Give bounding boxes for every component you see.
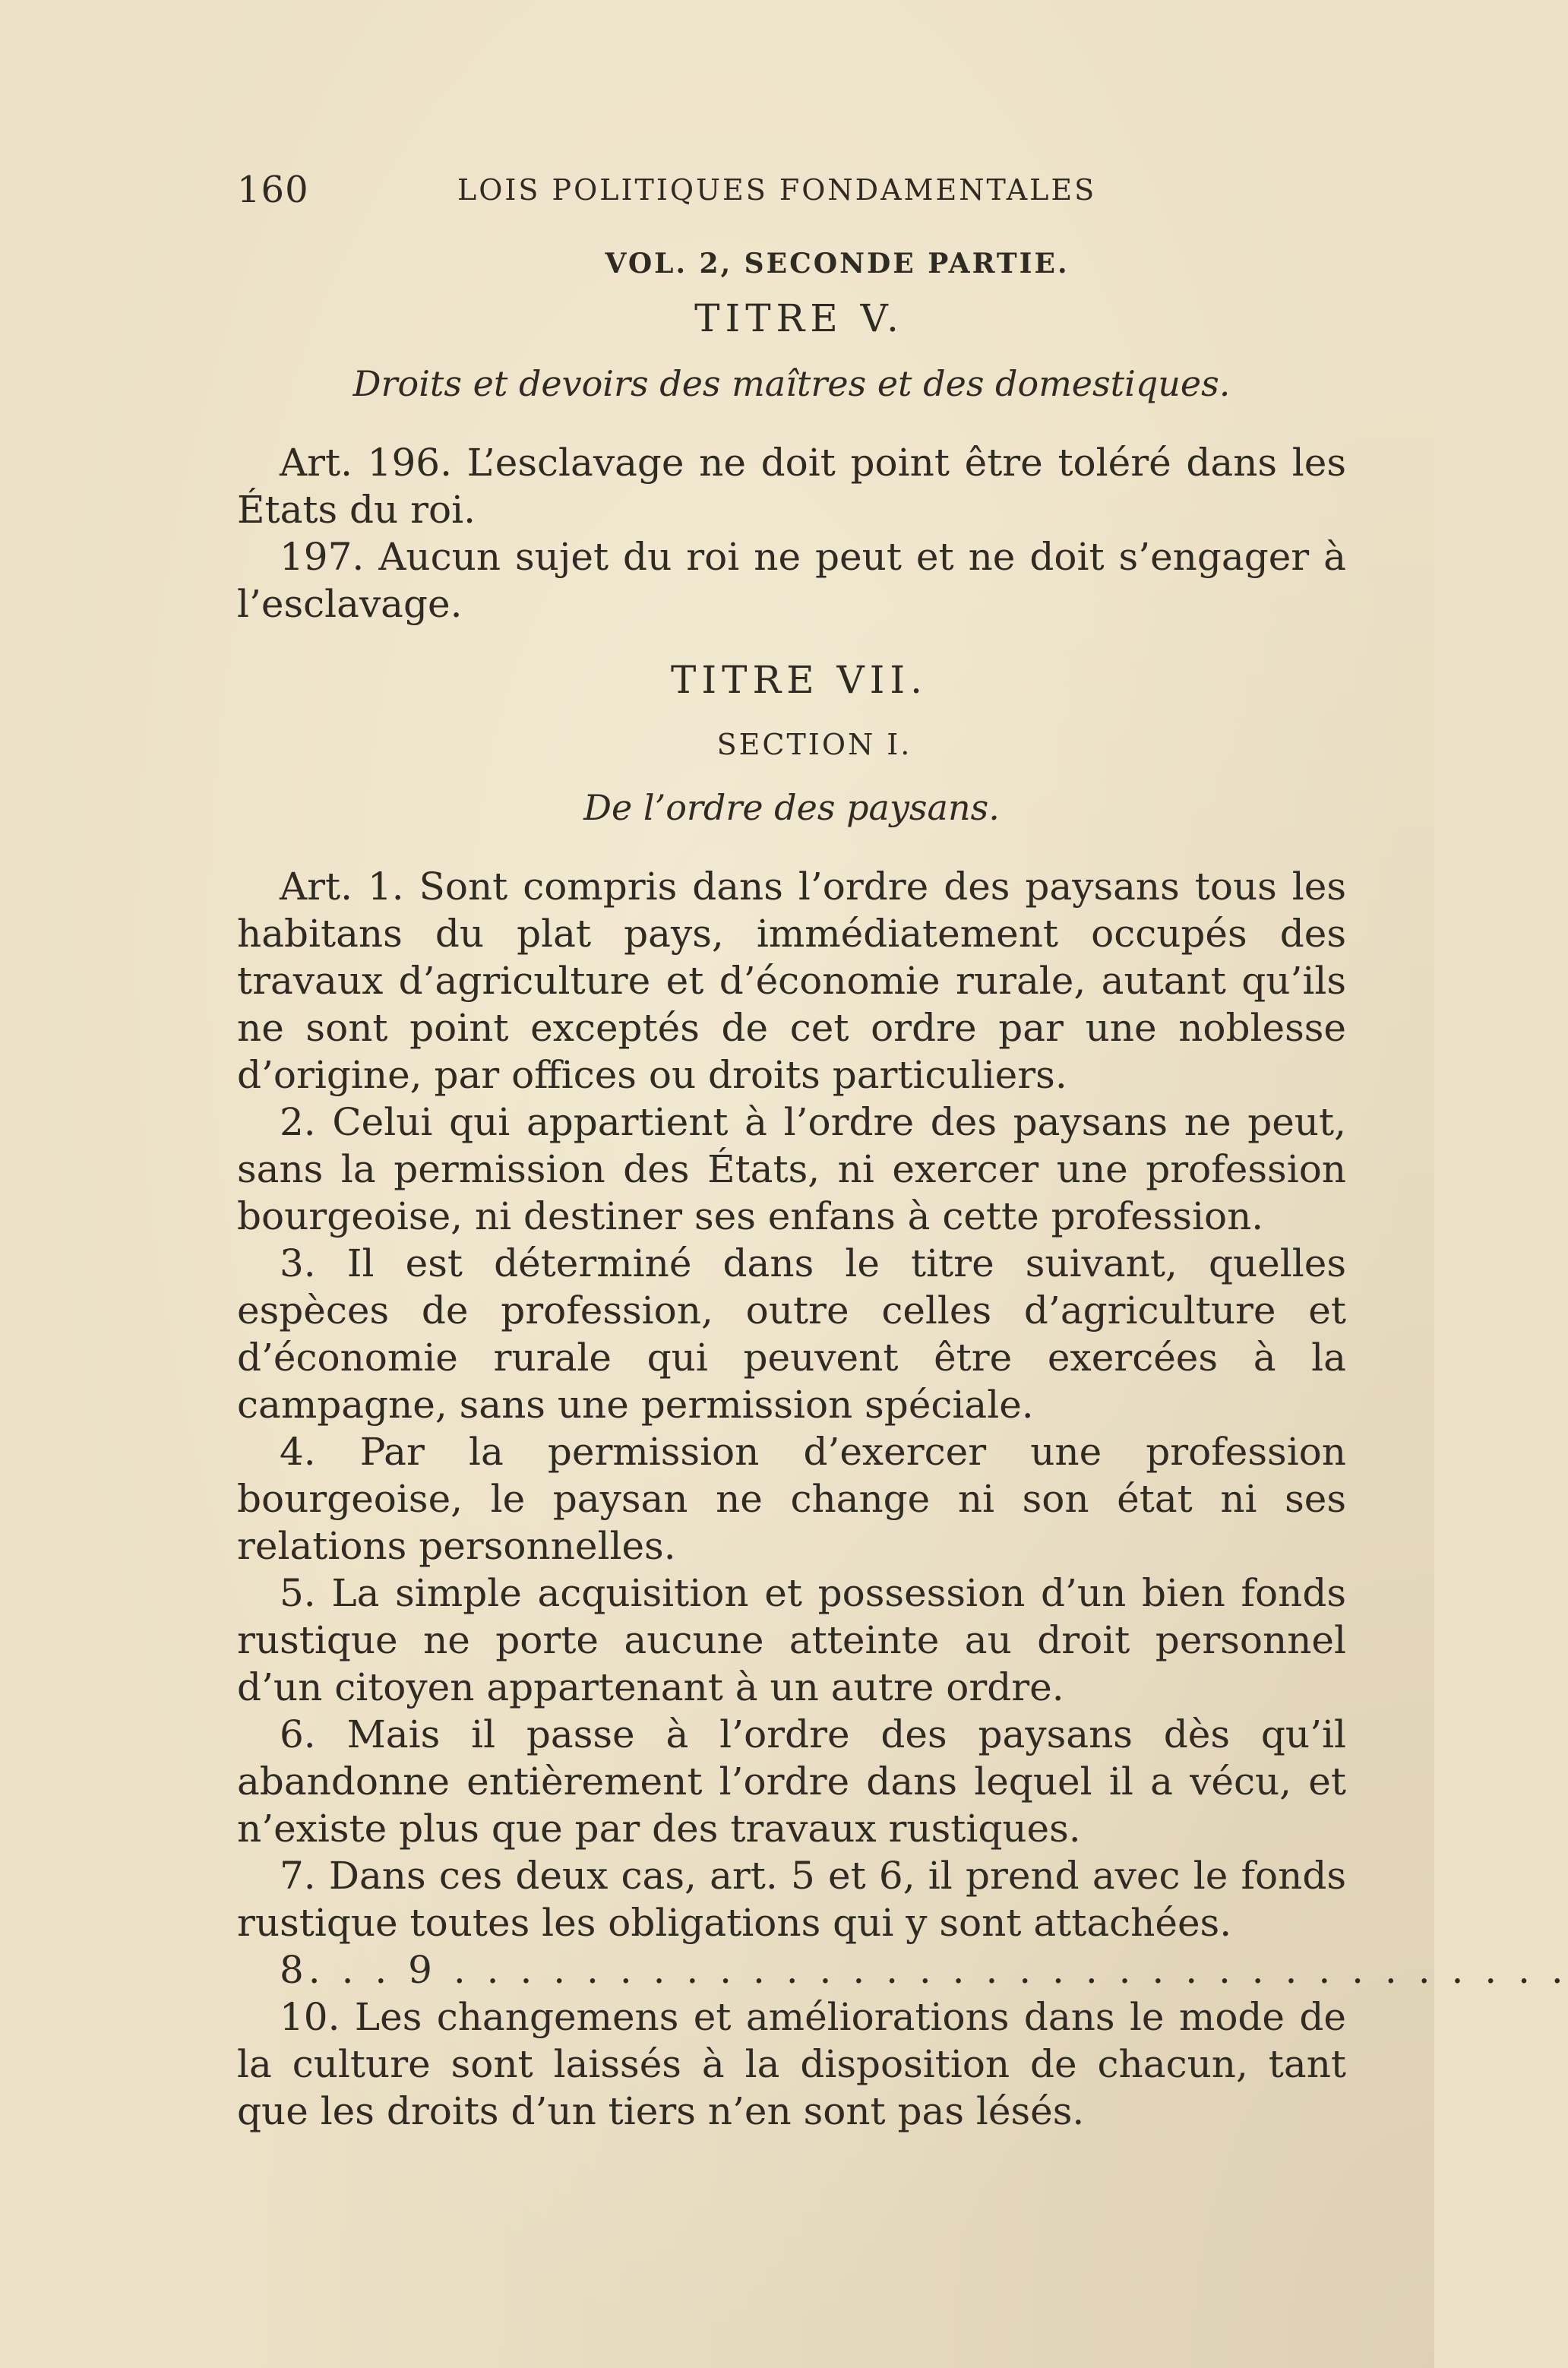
running-head: [237, 169, 1346, 214]
elided-articles-line: 8. . . 9 . . . . . . . . . . . . . . . . . . . . . . . . . . . . . . . . . .: [280, 1948, 1568, 1992]
page-number: 160: [237, 169, 309, 211]
article-7: 7. Dans ces deux cas, art. 5 et 6, il prend avec le fonds rustique toutes les obligations qui y sont attachées.: [237, 1854, 1346, 1945]
section-heading: SECTION I.: [716, 728, 912, 761]
article-6: 6. Mais il passe à l’ordre des paysans dès qu’il abandonne entièrement l’ordre dans lequel il a vécu, et n’existe plus que par des travaux rustiques.: [237, 1712, 1346, 1851]
article-2: 2. Celui qui appartient à l’ordre des paysans ne peut, sans la permission des États, ni exercer une profession bourgeoise, ni destiner ses enfans à cette profession.: [237, 1100, 1346, 1238]
title-vii-heading: TITRE VII.: [671, 658, 928, 702]
article-5: 5. La simple acquisition et possession d’un bien fonds rustique ne porte aucune atteinte au droit personnel d’un citoyen appartenant à un autre ordre.: [237, 1571, 1346, 1709]
volume-line: VOL. 2, SECONDE PARTIE.: [605, 248, 1070, 280]
title-vii-subtitle: De l’ordre des paysans.: [583, 787, 1000, 828]
article-4: 4. Par la permission d’exercer une profession bourgeoise, le paysan ne change ni son état ni ses relations personnelles.: [237, 1430, 1346, 1568]
title-v-subtitle: Droits et devoirs des maîtres et des domestiques.: [352, 363, 1231, 404]
article-197: 197. Aucun sujet du roi ne peut et ne doit s’engager à l’esclavage.: [237, 535, 1346, 626]
page-text: [237, 169, 1568, 2135]
article-196: Art. 196. L’esclavage ne doit point être toléré dans les États du roi.: [237, 441, 1346, 532]
article-1: Art. 1. Sont compris dans l’ordre des paysans tous les habitans du plat pays, immédiatement occupés des travaux d’agriculture et d’économie rurale, autant qu’ils ne sont point exceptés de cet ordre par une noblesse d’origine, par offices ou droits particuliers.: [237, 865, 1346, 1097]
article-3: 3. Il est déterminé dans le titre suivant, quelles espèces de profession, outre celles d’agriculture et d’économie rurale qui peuvent être exercées à la campagne, sans une permission spéciale.: [237, 1241, 1346, 1427]
title-v-heading: TITRE V.: [694, 296, 904, 340]
running-title: LOIS POLITIQUES FONDAMENTALES: [457, 173, 1097, 207]
article-10: 10. Les changemens et améliorations dans le mode de la culture sont laissés à la disposition de chacun, tant que les droits d’un tiers n’en sont pas lésés.: [237, 1995, 1346, 2133]
